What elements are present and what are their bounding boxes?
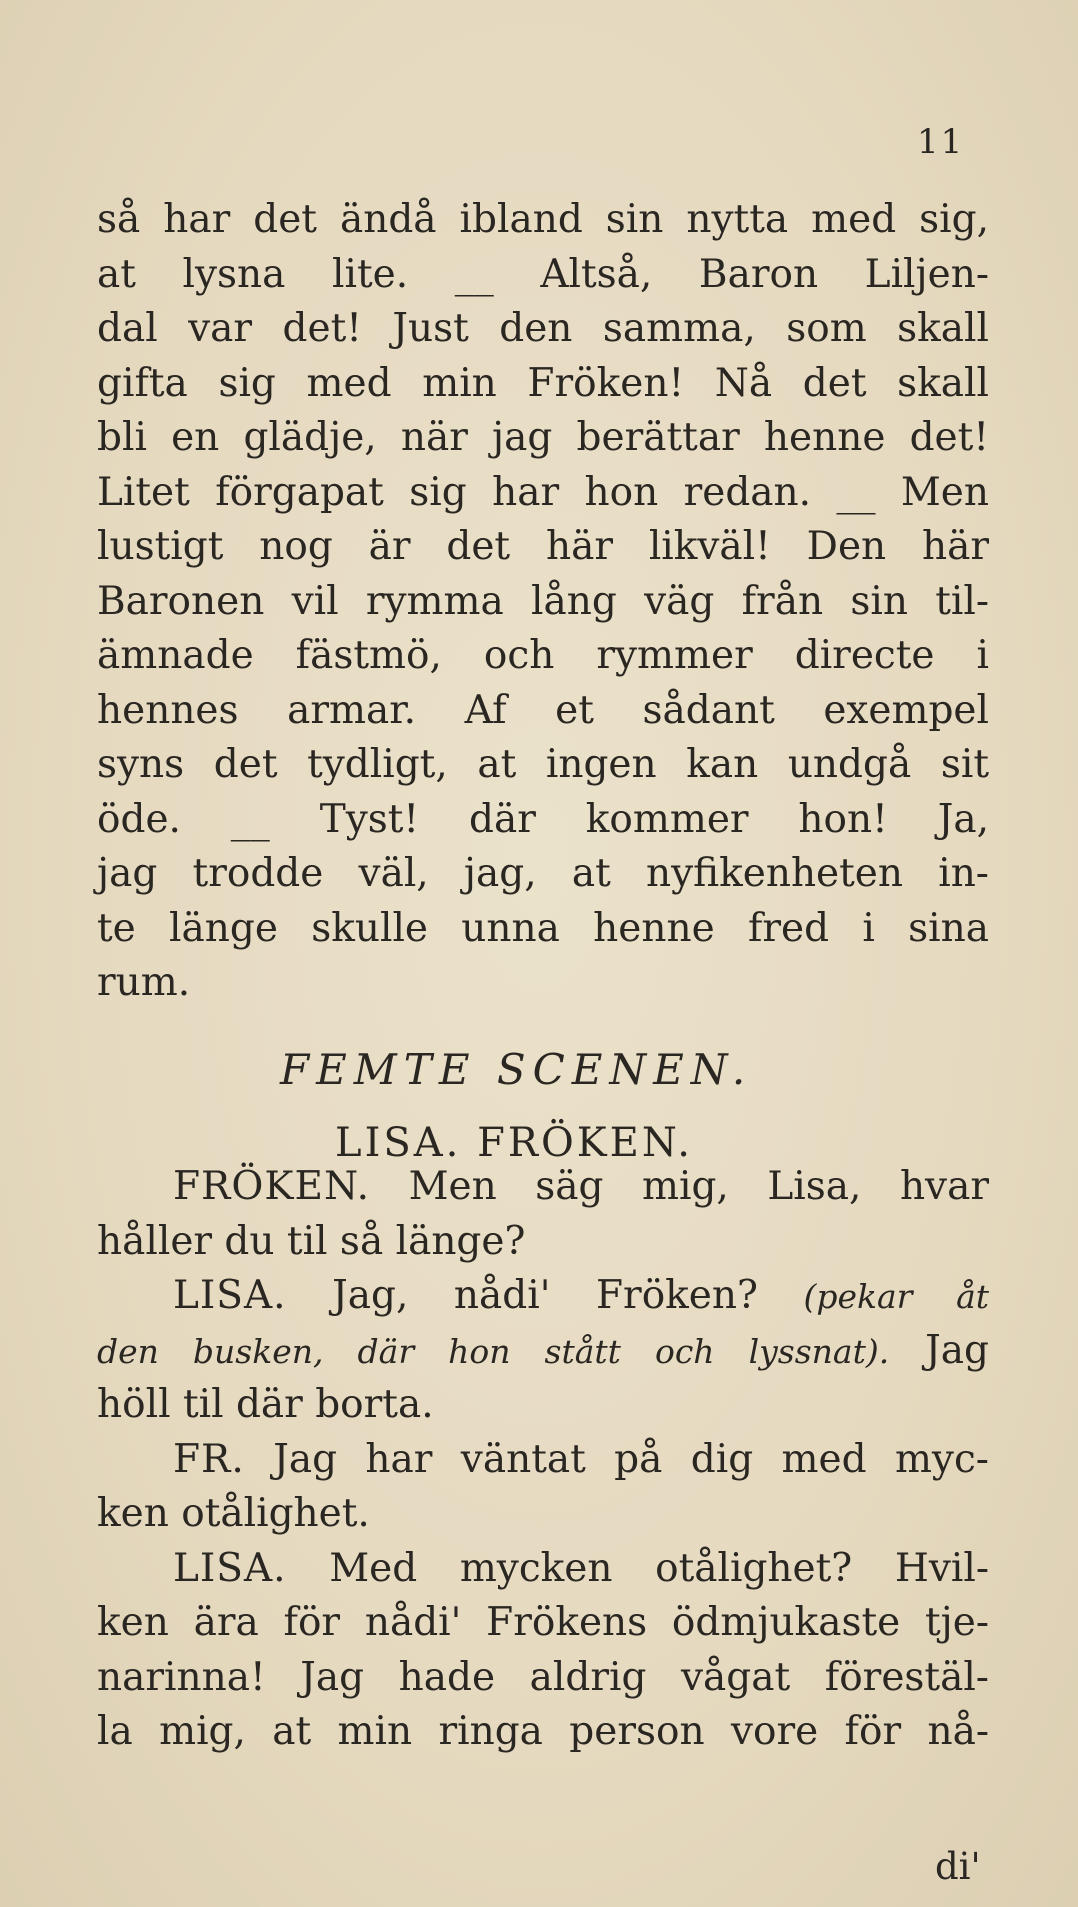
speaker-name: FRÖKEN. [173,1164,371,1209]
speech-text: höll til där borta. [97,1382,434,1427]
text-line: jag trodde väl, jag, at nyfikenheten in- [97,851,989,896]
text-line: öde. __ Tyst! där kommer hon! Ja, [97,796,989,842]
page-number: 11 [917,122,965,162]
text-line: at lysna lite. __ Altså, Baron Liljen- [97,251,989,297]
dialogue-line [97,1433,989,1488]
speech-text: Jag har väntat på dig med myc- [273,1436,989,1482]
dialogue-line [97,1324,989,1379]
text-line: Litet förgapat sig har hon redan. __ Men [97,469,989,515]
speaker-name: FR. [173,1436,245,1482]
text-line: ämnade fästmö, och rymmer directe i [97,633,989,678]
scene-characters: LISA. FRÖKEN. [335,1120,693,1166]
text-line: te länge skulle unna henne fred i sina [97,905,989,951]
stage-direction: (pekar åt [803,1277,990,1316]
text-line: bli en glädje, när jag berättar henne det! [97,415,989,460]
speaker-name: LISA. [173,1273,287,1318]
dialogue-block [97,1160,989,1760]
dialogue-line [97,1487,989,1542]
stage-direction: den busken, där hon stått och lyssnat). [97,1331,890,1371]
text-line: så har det ändå ibland sin nytta med sig, [97,197,989,242]
speech-text: narinna! Jag hade aldrig vågat förestäl- [97,1654,989,1700]
dialogue-line [97,1596,989,1651]
scene-heading: FEMTE SCENEN. [280,1045,753,1094]
text-line: hennes armar. Af et sådant exempel [97,687,989,733]
dialogue-line [97,1378,989,1433]
text-line: Baronen vil rymma lång väg från sin til- [97,578,989,624]
dialogue-line [97,1542,989,1597]
text-line: syns det tydligt, at ingen kan undgå sit [97,742,989,787]
text-line: rum. [97,960,191,1005]
speaker-name: LISA. [173,1545,287,1591]
speech-text: la mig, at min ringa person vore för nå- [97,1709,989,1754]
dialogue-line [97,1651,989,1706]
text-line: lustigt nog är det här likväl! Den här [97,524,989,569]
speech-text: håller du til så länge? [97,1218,526,1264]
dialogue-line [97,1215,989,1270]
dialogue-line [97,1269,989,1324]
catchword: di' [935,1845,981,1888]
text-line: gifta sig med min Fröken! Nå det skall [97,360,989,406]
speech-text: ken ära för nådi' Frökens ödmjukaste tje- [97,1600,989,1645]
speech-text: Men säg mig, Lisa, hvar [408,1164,989,1209]
dialogue-line [97,1705,989,1760]
speech-text: Jag [925,1327,989,1373]
speech-text: Jag, nådi' Fröken? [332,1273,758,1318]
text-line: dal var det! Just den samma, som skall [97,306,989,351]
monologue-paragraph [97,193,989,1011]
dialogue-line [97,1160,989,1215]
speech-text: Med mycken otålighet? Hvil- [329,1545,989,1591]
speech-text: ken otålighet. [97,1491,370,1536]
